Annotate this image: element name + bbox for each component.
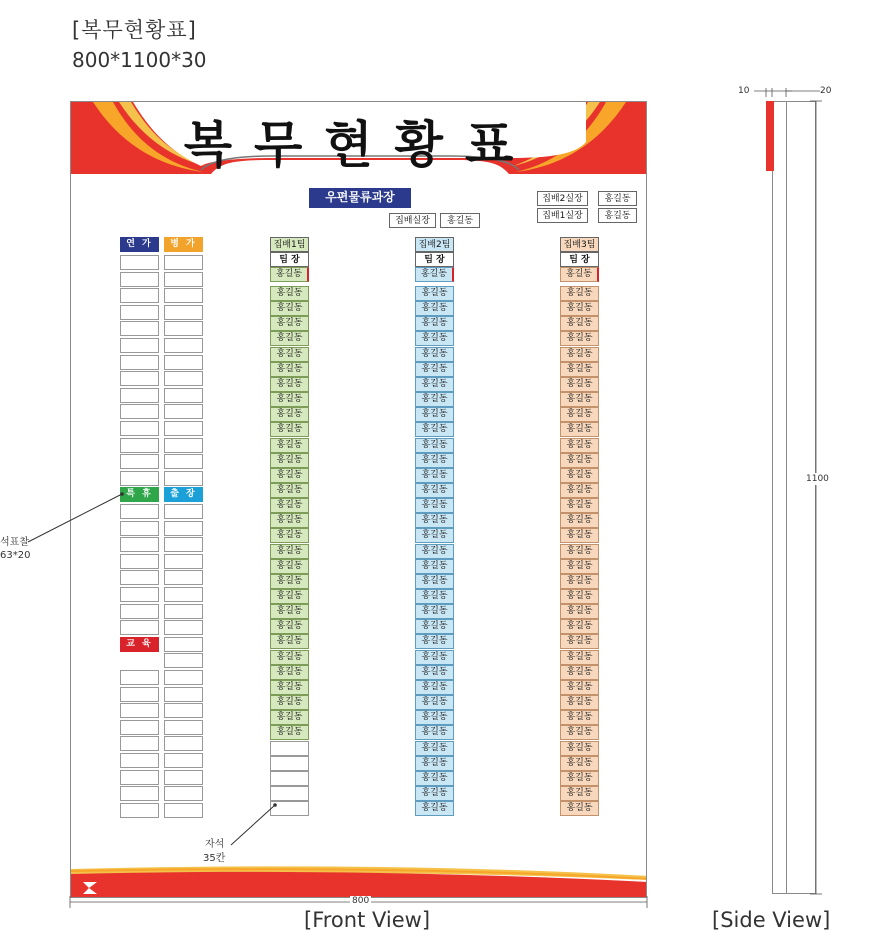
member-magnet[interactable]: 홍길동 [560, 786, 599, 801]
special-leave-header: 특 휴 [120, 487, 159, 502]
status-slot[interactable] [120, 687, 159, 702]
manager-role-first: 집배1실장 [537, 208, 588, 223]
member-magnet[interactable]: 홍길동 [270, 362, 309, 377]
member-magnet[interactable]: 홍길동 [270, 331, 309, 346]
member-magnet[interactable]: 홍길동 [560, 392, 599, 407]
member-magnet[interactable]: 홍길동 [270, 407, 309, 422]
member-magnet[interactable]: 홍길동 [560, 377, 599, 392]
member-magnet[interactable]: 홍길동 [415, 619, 454, 634]
status-slot[interactable] [120, 321, 159, 336]
status-slot[interactable] [120, 355, 159, 370]
member-magnet[interactable]: 홍길동 [560, 362, 599, 377]
member-magnet[interactable]: 홍길동 [560, 544, 599, 559]
member-magnet[interactable]: 홍길동 [560, 407, 599, 422]
member-magnet[interactable]: 홍길동 [560, 574, 599, 589]
status-slot[interactable] [120, 421, 159, 436]
member-magnet[interactable]: 홍길동 [270, 286, 309, 301]
status-slot[interactable] [120, 288, 159, 303]
status-slot[interactable] [164, 554, 203, 569]
sign-note-text-2: 63*20 [0, 550, 31, 561]
status-slot[interactable] [120, 388, 159, 403]
team-leader-label: 팀 장 [415, 252, 454, 267]
status-slot[interactable] [164, 653, 203, 668]
status-slot[interactable] [164, 620, 203, 635]
member-magnet[interactable]: 홍길동 [270, 438, 309, 453]
status-slot[interactable] [120, 720, 159, 735]
member-magnet[interactable]: 홍길동 [560, 771, 599, 786]
member-magnet[interactable]: 홍길동 [415, 771, 454, 786]
empty-seat-slot[interactable] [270, 771, 309, 786]
status-slot[interactable] [164, 670, 203, 685]
status-slot[interactable] [120, 371, 159, 386]
status-slot[interactable] [164, 388, 203, 403]
member-magnet[interactable]: 홍길동 [415, 650, 454, 665]
status-slot[interactable] [120, 604, 159, 619]
status-slot[interactable] [120, 753, 159, 768]
sign-note-text-1: 석표찰 [0, 537, 29, 548]
status-slot[interactable] [120, 786, 159, 801]
member-magnet[interactable]: 홍길동 [270, 377, 309, 392]
status-slot[interactable] [164, 404, 203, 419]
member-magnet[interactable]: 홍길동 [415, 756, 454, 771]
status-slot[interactable] [120, 338, 159, 353]
postal-logo-icon [83, 884, 99, 896]
member-magnet[interactable]: 홍길동 [415, 725, 454, 740]
member-magnet[interactable]: 홍길동 [415, 331, 454, 346]
status-slot[interactable] [120, 770, 159, 785]
status-slot[interactable] [164, 255, 203, 270]
member-magnet[interactable]: 홍길동 [415, 710, 454, 725]
member-magnet[interactable]: 홍길동 [415, 438, 454, 453]
member-magnet[interactable]: 홍길동 [270, 650, 309, 665]
status-slot[interactable] [164, 753, 203, 768]
status-slot[interactable] [164, 720, 203, 735]
status-slot[interactable] [164, 521, 203, 536]
empty-seat-slot[interactable] [270, 741, 309, 756]
status-slot[interactable] [164, 703, 203, 718]
empty-seat-slot[interactable] [270, 756, 309, 771]
width-dimension-label: 800 [352, 896, 370, 906]
member-magnet[interactable]: 홍길동 [560, 801, 599, 816]
member-magnet[interactable]: 홍길동 [560, 513, 599, 528]
member-magnet[interactable]: 홍길동 [270, 680, 309, 695]
member-magnet[interactable]: 홍길동 [270, 301, 309, 316]
member-magnet[interactable]: 홍길동 [270, 544, 309, 559]
status-slot[interactable] [120, 404, 159, 419]
member-magnet[interactable]: 홍길동 [415, 604, 454, 619]
department-head-label: 우편물류과장 [309, 188, 411, 208]
front-view-board [70, 101, 647, 898]
member-magnet[interactable]: 홍길동 [560, 438, 599, 453]
side-dimension-a: 10 [738, 86, 750, 96]
status-slot[interactable] [164, 438, 203, 453]
member-magnet[interactable]: 홍길동 [560, 498, 599, 513]
status-slot[interactable] [164, 305, 203, 320]
member-magnet[interactable]: 홍길동 [560, 468, 599, 483]
status-slot[interactable] [120, 272, 159, 287]
status-slot[interactable] [164, 504, 203, 519]
member-magnet[interactable]: 홍길동 [560, 695, 599, 710]
member-magnet[interactable]: 홍길동 [270, 725, 309, 740]
team-leader-name: 홍길동 [415, 267, 454, 282]
member-magnet[interactable]: 홍길동 [560, 483, 599, 498]
member-magnet[interactable]: 홍길동 [415, 695, 454, 710]
manager-name-second: 홍길동 [598, 191, 637, 206]
sick-leave-header: 병 가 [164, 237, 203, 252]
member-magnet[interactable]: 홍길동 [415, 680, 454, 695]
status-slot[interactable] [164, 570, 203, 585]
side-dimension-b: 20 [820, 86, 832, 96]
member-magnet[interactable]: 홍길동 [270, 589, 309, 604]
member-magnet[interactable]: 홍길동 [415, 483, 454, 498]
member-magnet[interactable]: 홍길동 [270, 604, 309, 619]
member-magnet[interactable]: 홍길동 [560, 316, 599, 331]
member-magnet[interactable]: 홍길동 [415, 559, 454, 574]
status-slot[interactable] [120, 570, 159, 585]
seat-note-text-2: 35칸 [203, 853, 226, 864]
status-slot[interactable] [164, 803, 203, 818]
status-slot[interactable] [164, 770, 203, 785]
team-leader-name: 홍길동 [270, 267, 309, 282]
member-magnet[interactable]: 홍길동 [270, 483, 309, 498]
status-slot[interactable] [164, 288, 203, 303]
member-magnet[interactable]: 홍길동 [270, 710, 309, 725]
member-magnet[interactable]: 홍길동 [270, 422, 309, 437]
member-magnet[interactable]: 홍길동 [415, 301, 454, 316]
member-magnet[interactable]: 홍길동 [560, 650, 599, 665]
member-magnet[interactable]: 홍길동 [415, 347, 454, 362]
member-magnet[interactable]: 홍길동 [415, 498, 454, 513]
member-magnet[interactable]: 홍길동 [270, 498, 309, 513]
status-slot[interactable] [164, 454, 203, 469]
member-magnet[interactable]: 홍길동 [415, 574, 454, 589]
status-slot[interactable] [164, 604, 203, 619]
board-title: 복무현황표 [183, 116, 536, 174]
status-slot[interactable] [164, 786, 203, 801]
member-magnet[interactable]: 홍길동 [415, 634, 454, 649]
member-magnet[interactable]: 홍길동 [270, 453, 309, 468]
member-magnet[interactable]: 홍길동 [270, 665, 309, 680]
member-magnet[interactable]: 홍길동 [415, 392, 454, 407]
member-magnet[interactable]: 홍길동 [560, 301, 599, 316]
member-magnet[interactable]: 홍길동 [560, 710, 599, 725]
team-leader-label: 팀 장 [270, 252, 309, 267]
member-magnet[interactable]: 홍길동 [415, 286, 454, 301]
status-slot[interactable] [120, 554, 159, 569]
member-magnet[interactable]: 홍길동 [270, 316, 309, 331]
member-magnet[interactable]: 홍길동 [415, 377, 454, 392]
member-magnet[interactable]: 홍길동 [415, 422, 454, 437]
member-magnet[interactable]: 홍길동 [270, 528, 309, 543]
status-slot[interactable] [164, 371, 203, 386]
member-magnet[interactable]: 홍길동 [560, 665, 599, 680]
member-magnet[interactable]: 홍길동 [560, 347, 599, 362]
status-slot[interactable] [120, 438, 159, 453]
member-magnet[interactable]: 홍길동 [415, 801, 454, 816]
member-magnet[interactable]: 홍길동 [270, 347, 309, 362]
seat-note-text-1: 자석 [205, 839, 225, 850]
training-header: 교 육 [120, 637, 159, 652]
side-view-label: [Side View] [712, 908, 831, 932]
status-slot[interactable] [120, 305, 159, 320]
member-magnet[interactable]: 홍길동 [560, 286, 599, 301]
status-slot[interactable] [120, 703, 159, 718]
member-magnet[interactable]: 홍길동 [415, 665, 454, 680]
member-magnet[interactable]: 홍길동 [270, 559, 309, 574]
status-slot[interactable] [164, 736, 203, 751]
status-slot[interactable] [164, 321, 203, 336]
member-magnet[interactable]: 홍길동 [415, 528, 454, 543]
page-title: [복무현황표] [72, 18, 197, 42]
member-magnet[interactable]: 홍길동 [270, 634, 309, 649]
status-slot[interactable] [120, 587, 159, 602]
member-magnet[interactable]: 홍길동 [560, 634, 599, 649]
member-magnet[interactable]: 홍길동 [560, 453, 599, 468]
member-magnet[interactable]: 홍길동 [560, 559, 599, 574]
annual-leave-header: 연 가 [120, 237, 159, 252]
status-slot[interactable] [120, 620, 159, 635]
member-magnet[interactable]: 홍길동 [270, 619, 309, 634]
member-magnet[interactable]: 홍길동 [560, 331, 599, 346]
status-slot[interactable] [164, 637, 203, 652]
member-magnet[interactable]: 홍길동 [270, 695, 309, 710]
footer-stripe-graphic [71, 864, 647, 898]
member-magnet[interactable]: 홍길동 [415, 453, 454, 468]
seat-note-leader [225, 795, 285, 855]
status-slot[interactable] [120, 255, 159, 270]
team-leader-name: 홍길동 [560, 267, 599, 282]
status-slot[interactable] [164, 355, 203, 370]
status-slot[interactable] [164, 687, 203, 702]
board-dimensions: 800*1100*30 [72, 48, 207, 72]
member-magnet[interactable]: 홍길동 [560, 756, 599, 771]
status-slot[interactable] [120, 803, 159, 818]
member-magnet[interactable]: 홍길동 [415, 589, 454, 604]
front-view-label: [Front View] [304, 908, 431, 932]
member-magnet[interactable]: 홍길동 [560, 680, 599, 695]
member-magnet[interactable]: 홍길동 [415, 786, 454, 801]
member-magnet[interactable]: 홍길동 [270, 392, 309, 407]
status-slot[interactable] [120, 736, 159, 751]
member-magnet[interactable]: 홍길동 [560, 741, 599, 756]
status-slot[interactable] [120, 454, 159, 469]
business-trip-header: 출 장 [164, 487, 203, 502]
member-magnet[interactable]: 홍길동 [415, 513, 454, 528]
member-magnet[interactable]: 홍길동 [270, 468, 309, 483]
member-magnet[interactable]: 홍길동 [415, 468, 454, 483]
status-slot[interactable] [164, 272, 203, 287]
member-magnet[interactable]: 홍길동 [270, 574, 309, 589]
team-name: 집배3팀 [560, 237, 599, 252]
member-magnet[interactable]: 홍길동 [415, 362, 454, 377]
manager-name-office: 홍길동 [440, 213, 480, 228]
team-leader-label: 팀 장 [560, 252, 599, 267]
side-dimension-lines [750, 85, 840, 900]
team-name: 집배2팀 [415, 237, 454, 252]
member-magnet[interactable]: 홍길동 [415, 407, 454, 422]
team-name: 집배1팀 [270, 237, 309, 252]
height-dimension-label: 1100 [806, 474, 829, 484]
member-magnet[interactable]: 홍길동 [560, 604, 599, 619]
member-magnet[interactable]: 홍길동 [270, 513, 309, 528]
status-slot[interactable] [164, 421, 203, 436]
manager-name-first: 홍길동 [598, 208, 637, 223]
member-magnet[interactable]: 홍길동 [560, 725, 599, 740]
status-slot[interactable] [164, 537, 203, 552]
status-slot[interactable] [164, 587, 203, 602]
status-slot[interactable] [120, 670, 159, 685]
member-magnet[interactable]: 홍길동 [560, 422, 599, 437]
status-slot[interactable] [164, 471, 203, 486]
member-magnet[interactable]: 홍길동 [415, 741, 454, 756]
member-magnet[interactable]: 홍길동 [415, 316, 454, 331]
member-magnet[interactable]: 홍길동 [415, 544, 454, 559]
status-slot[interactable] [164, 338, 203, 353]
member-magnet[interactable]: 홍길동 [560, 619, 599, 634]
member-magnet[interactable]: 홍길동 [560, 528, 599, 543]
member-magnet[interactable]: 홍길동 [560, 589, 599, 604]
manager-role-second: 집배2실장 [537, 191, 588, 206]
manager-role-office: 집배실장 [389, 213, 436, 228]
